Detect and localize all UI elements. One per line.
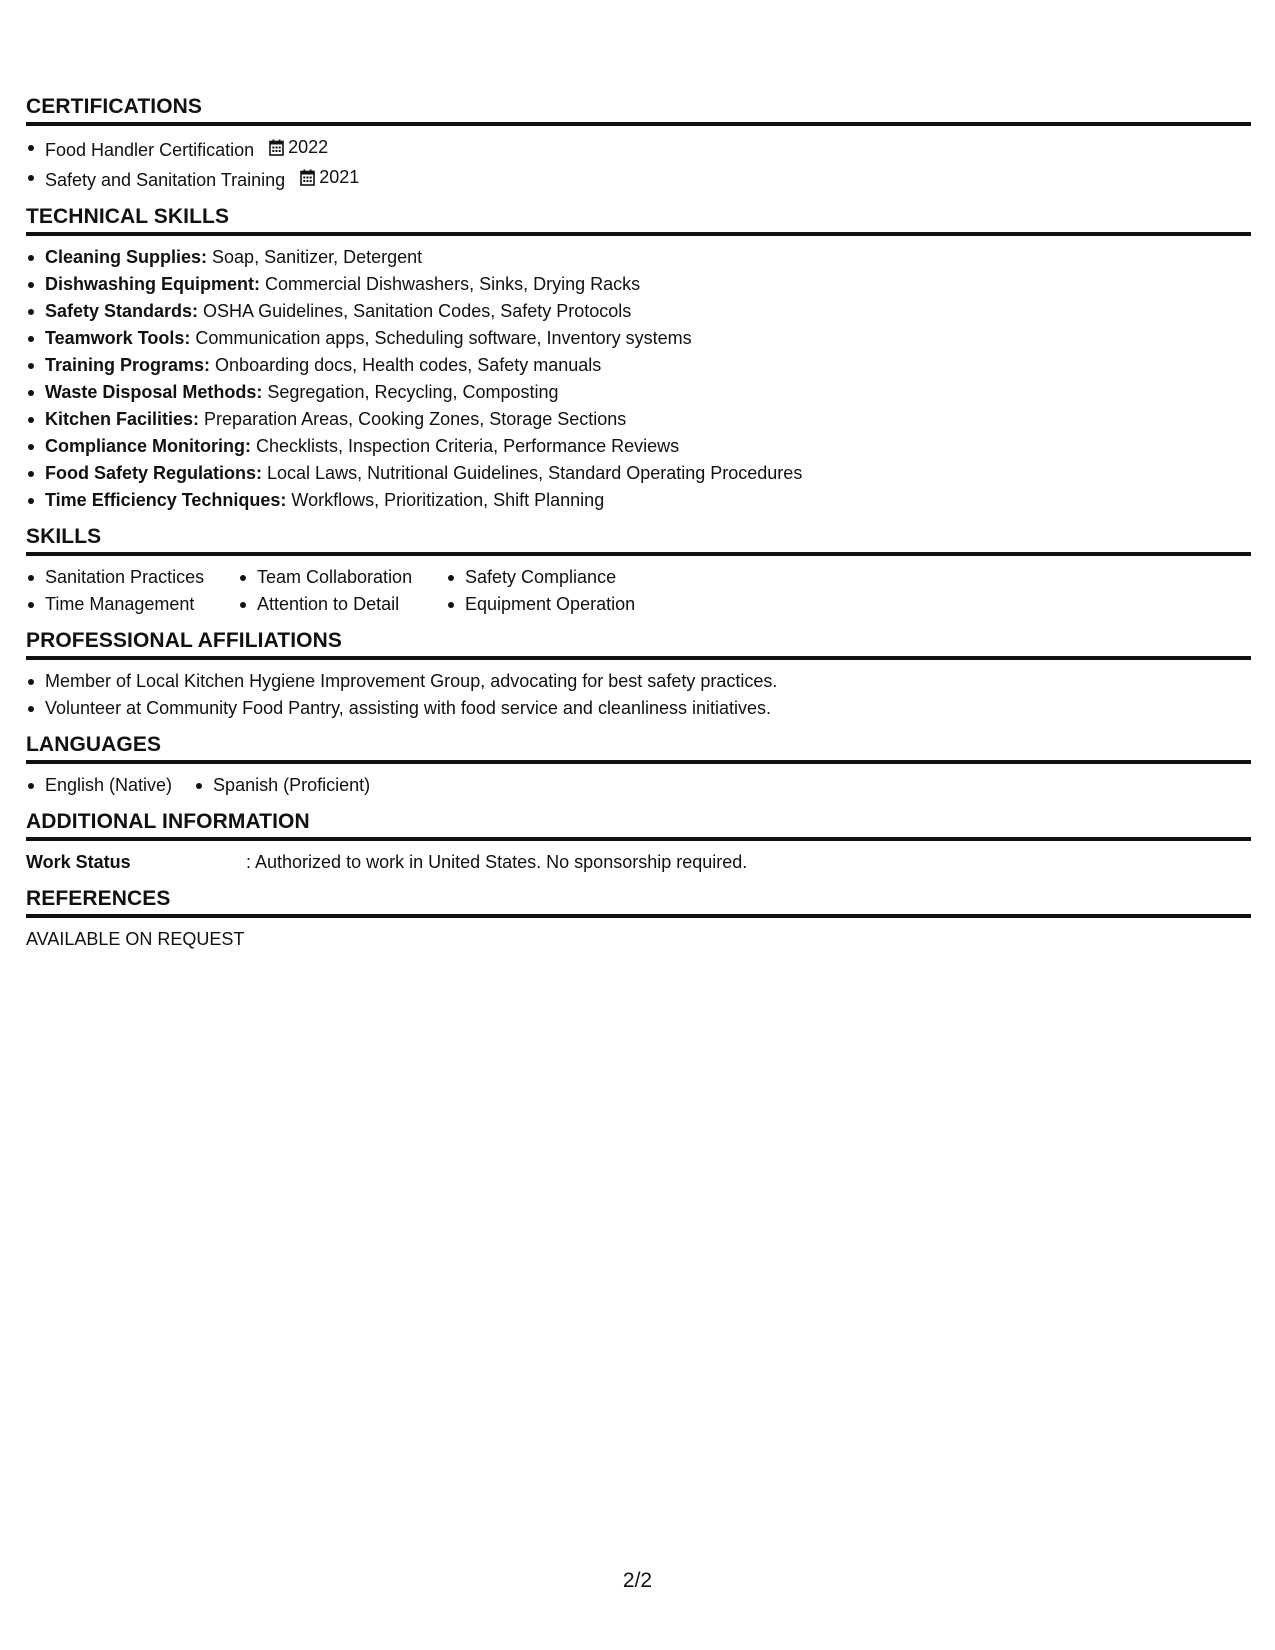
languages-heading: LANGUAGES [26,732,1251,764]
technical-skill-item [26,379,1251,406]
work-status-value: : Authorized to work in United States. No sponsorship required. [246,852,748,872]
affiliations-section [26,628,1251,722]
certifications-heading: CERTIFICATIONS [26,94,1251,126]
certification-year: 2022 [288,137,329,157]
technical-skills-list [26,244,1251,514]
skills-list [26,564,1251,618]
technical-skill-item [26,433,1251,460]
technical-skill-item [26,352,1251,379]
technical-skill-value: Segregation, Recycling, Composting [262,382,559,402]
skill-item: Sanitation Practices [26,564,238,591]
certification-name: Safety and Sanitation Training [45,170,286,190]
technical-skill-value: Workflows, Prioritization, Shift Planning [286,490,605,510]
technical-skills-heading: TECHNICAL SKILLS [26,204,1251,236]
page-number: 2/2 [622,1569,653,1592]
skill-item: Safety Compliance [446,564,706,591]
technical-skill-item [26,487,1251,514]
work-status-label: Work Status [26,852,131,872]
references-text: AVAILABLE ON REQUEST [26,929,245,949]
skill-item: Team Collaboration [238,564,446,591]
certification-item [26,164,1251,194]
resume-page [26,94,1251,963]
technical-skill-label: Training Programs: [45,355,211,375]
certifications-list [26,134,1251,194]
technical-skill-value: Soap, Sanitizer, Detergent [207,247,423,267]
technical-skill-label: Time Efficiency Techniques: [45,490,287,510]
certifications-section [26,94,1251,194]
certification-date [269,134,328,161]
skill-item: Equipment Operation [446,591,706,618]
references-section [26,886,1251,953]
certification-year: 2021 [319,167,360,187]
skill-item: Attention to Detail [238,591,446,618]
affiliation-item: Volunteer at Community Food Pantry, assisting with food service and cleanliness initiatives. [26,695,1251,722]
technical-skill-value: Preparation Areas, Cooking Zones, Storage Sections [199,409,627,429]
affiliations-heading: PROFESSIONAL AFFILIATIONS [26,628,1251,660]
technical-skill-item [26,244,1251,271]
technical-skill-item [26,298,1251,325]
technical-skill-value: OSHA Guidelines, Sanitation Codes, Safety Protocols [198,301,632,321]
technical-skill-label: Safety Standards: [45,301,199,321]
technical-skill-value: Checklists, Inspection Criteria, Performance Reviews [251,436,680,456]
technical-skill-label: Food Safety Regulations: [45,463,263,483]
technical-skill-value: Onboarding docs, Health codes, Safety manuals [210,355,602,375]
languages-section [26,732,1251,799]
technical-skill-item [26,460,1251,487]
technical-skill-label: Waste Disposal Methods: [45,382,263,402]
technical-skill-label: Teamwork Tools: [45,328,191,348]
technical-skills-section [26,204,1251,514]
certification-name: Food Handler Certification [45,140,255,160]
certification-item [26,134,1251,164]
language-item: English (Native) [26,772,172,799]
technical-skill-value: Local Laws, Nutritional Guidelines, Standard Operating Procedures [262,463,803,483]
technical-skill-label: Kitchen Facilities: [45,409,200,429]
technical-skill-label: Dishwashing Equipment: [45,274,261,294]
certification-date [300,164,359,191]
technical-skill-label: Compliance Monitoring: [45,436,251,456]
technical-skill-value: Commercial Dishwashers, Sinks, Drying Racks [260,274,641,294]
technical-skill-item [26,325,1251,352]
skill-item: Time Management [26,591,238,618]
affiliations-list [26,668,1251,722]
skills-section [26,524,1251,618]
calendar-icon [300,169,315,186]
additional-information-section [26,809,1251,876]
work-status-row [26,849,1251,876]
references-heading: REFERENCES [26,886,1251,918]
technical-skill-item [26,271,1251,298]
language-item: Spanish (Proficient) [194,772,370,799]
skills-heading: SKILLS [26,524,1251,556]
calendar-icon [269,139,284,156]
technical-skill-label: Cleaning Supplies: [45,247,208,267]
affiliation-item: Member of Local Kitchen Hygiene Improvement Group, advocating for best safety practices. [26,668,1251,695]
technical-skill-item [26,406,1251,433]
additional-information-heading: ADDITIONAL INFORMATION [26,809,1251,841]
languages-list [26,772,1251,799]
technical-skill-value: Communication apps, Scheduling software, Inventory systems [190,328,692,348]
